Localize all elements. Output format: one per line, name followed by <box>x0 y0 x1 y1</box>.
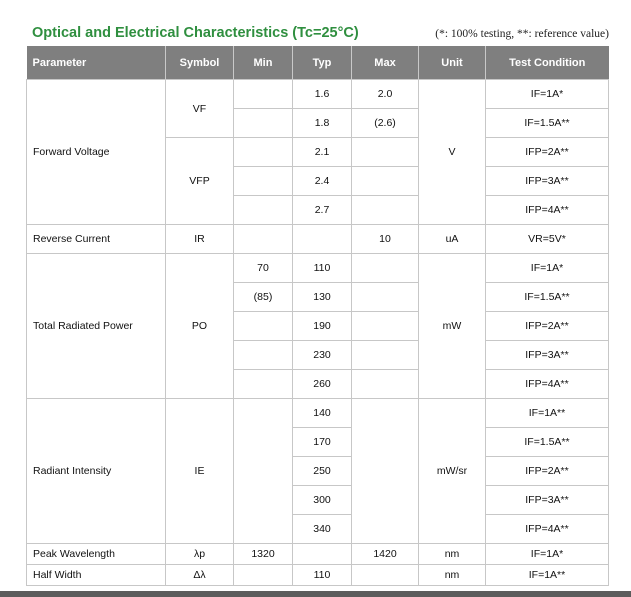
radiated-power-symbol: PO <box>166 254 234 399</box>
table-cell-typ <box>293 225 352 254</box>
table-cell-condition: IFP=3A** <box>486 167 609 196</box>
table-cell-condition: IFP=4A** <box>486 196 609 225</box>
legend-note: (*: 100% testing, **: reference value) <box>435 28 609 40</box>
table-row <box>27 399 609 428</box>
table-cell-condition: IFP=2A** <box>486 457 609 486</box>
table-cell-typ: 190 <box>293 312 352 341</box>
table-cell-min: 1320 <box>234 544 293 565</box>
table-cell-condition: IFP=4A** <box>486 370 609 399</box>
page-title: Optical and Electrical Characteristics (Tc=25°C) <box>32 25 359 41</box>
table-cell-max <box>352 167 419 196</box>
forward-voltage-unit: V <box>419 80 486 225</box>
table-cell-typ: 1.8 <box>293 109 352 138</box>
table-cell-typ: 230 <box>293 341 352 370</box>
forward-voltage-label: Forward Voltage <box>27 80 166 225</box>
table-cell-typ: 340 <box>293 515 352 544</box>
column-header-typ: Typ <box>293 46 352 80</box>
table-cell-max <box>352 399 419 544</box>
column-header-symbol: Symbol <box>166 46 234 80</box>
table-cell-min <box>234 138 293 167</box>
table-cell-condition: IF=1.5A** <box>486 428 609 457</box>
column-header-test-condition: Test Condition <box>486 46 609 80</box>
table-cell-typ <box>293 544 352 565</box>
table-cell-min <box>234 399 293 544</box>
table-cell-max: 1420 <box>352 544 419 565</box>
reverse-current-label: Reverse Current <box>27 225 166 254</box>
table-row <box>27 254 609 283</box>
table-cell-condition: IF=1A* <box>486 254 609 283</box>
table-cell-max: (2.6) <box>352 109 419 138</box>
table-cell-condition: IFP=4A** <box>486 515 609 544</box>
table-cell-min <box>234 370 293 399</box>
table-row <box>27 80 609 109</box>
radiant-intensity-unit: mW/sr <box>419 399 486 544</box>
half-width-unit: nm <box>419 565 486 586</box>
table-cell-typ: 110 <box>293 565 352 586</box>
table-cell-typ: 250 <box>293 457 352 486</box>
vf-symbol: VF <box>166 80 234 138</box>
table-cell-min <box>234 167 293 196</box>
table-cell-max: 2.0 <box>352 80 419 109</box>
table-cell-condition: IFP=3A** <box>486 341 609 370</box>
table-cell-typ: 2.7 <box>293 196 352 225</box>
table-cell-min: 70 <box>234 254 293 283</box>
table-cell-min <box>234 565 293 586</box>
radiated-power-unit: mW <box>419 254 486 399</box>
table-cell-min <box>234 80 293 109</box>
table-cell-min <box>234 312 293 341</box>
table-cell-max <box>352 565 419 586</box>
table-cell-typ: 110 <box>293 254 352 283</box>
horizontal-scrollbar[interactable] <box>0 591 631 597</box>
table-caption <box>26 22 609 46</box>
table-cell-typ: 1.6 <box>293 80 352 109</box>
table-cell-max <box>352 283 419 312</box>
table-cell-typ: 2.4 <box>293 167 352 196</box>
table-row <box>27 225 609 254</box>
column-header-max: Max <box>352 46 419 80</box>
table-cell-max: 10 <box>352 225 419 254</box>
table-cell-typ: 2.1 <box>293 138 352 167</box>
table-cell-min <box>234 341 293 370</box>
table-cell-max <box>352 138 419 167</box>
table-cell-max <box>352 370 419 399</box>
table-cell-max <box>352 312 419 341</box>
table-cell-condition: IF=1.5A** <box>486 109 609 138</box>
table-cell-condition: IF=1A* <box>486 544 609 565</box>
table-cell-max <box>352 196 419 225</box>
column-header-unit: Unit <box>419 46 486 80</box>
table-cell-condition: IF=1A** <box>486 399 609 428</box>
table-cell-max <box>352 254 419 283</box>
radiated-power-label: Total Radiated Power <box>27 254 166 399</box>
column-header-min: Min <box>234 46 293 80</box>
reverse-current-symbol: IR <box>166 225 234 254</box>
table-cell-min: (85) <box>234 283 293 312</box>
peak-wavelength-unit: nm <box>419 544 486 565</box>
peak-wavelength-symbol: λp <box>166 544 234 565</box>
reverse-current-unit: uA <box>419 225 486 254</box>
table-cell-typ: 140 <box>293 399 352 428</box>
table-header-row <box>27 46 609 80</box>
vfp-symbol: VFP <box>166 138 234 225</box>
half-width-label: Half Width <box>27 565 166 586</box>
table-row <box>27 544 609 565</box>
table-cell-max <box>352 341 419 370</box>
characteristics-table <box>26 46 609 586</box>
table-cell-condition: IF=1A* <box>486 80 609 109</box>
table-cell-min <box>234 225 293 254</box>
table-cell-condition: IFP=3A** <box>486 486 609 515</box>
radiant-intensity-label: Radiant Intensity <box>27 399 166 544</box>
table-cell-condition: IF=1.5A** <box>486 283 609 312</box>
table-cell-typ: 130 <box>293 283 352 312</box>
table-cell-typ: 260 <box>293 370 352 399</box>
table-cell-min <box>234 109 293 138</box>
column-header-parameter: Parameter <box>27 46 166 80</box>
table-cell-typ: 300 <box>293 486 352 515</box>
peak-wavelength-label: Peak Wavelength <box>27 544 166 565</box>
half-width-symbol: Δλ <box>166 565 234 586</box>
table-cell-typ: 170 <box>293 428 352 457</box>
table-cell-condition: IFP=2A** <box>486 312 609 341</box>
radiant-intensity-symbol: IE <box>166 399 234 544</box>
table-cell-condition: IFP=2A** <box>486 138 609 167</box>
table-cell-condition: IF=1A** <box>486 565 609 586</box>
table-row <box>27 565 609 586</box>
table-cell-min <box>234 196 293 225</box>
table-cell-condition: VR=5V* <box>486 225 609 254</box>
